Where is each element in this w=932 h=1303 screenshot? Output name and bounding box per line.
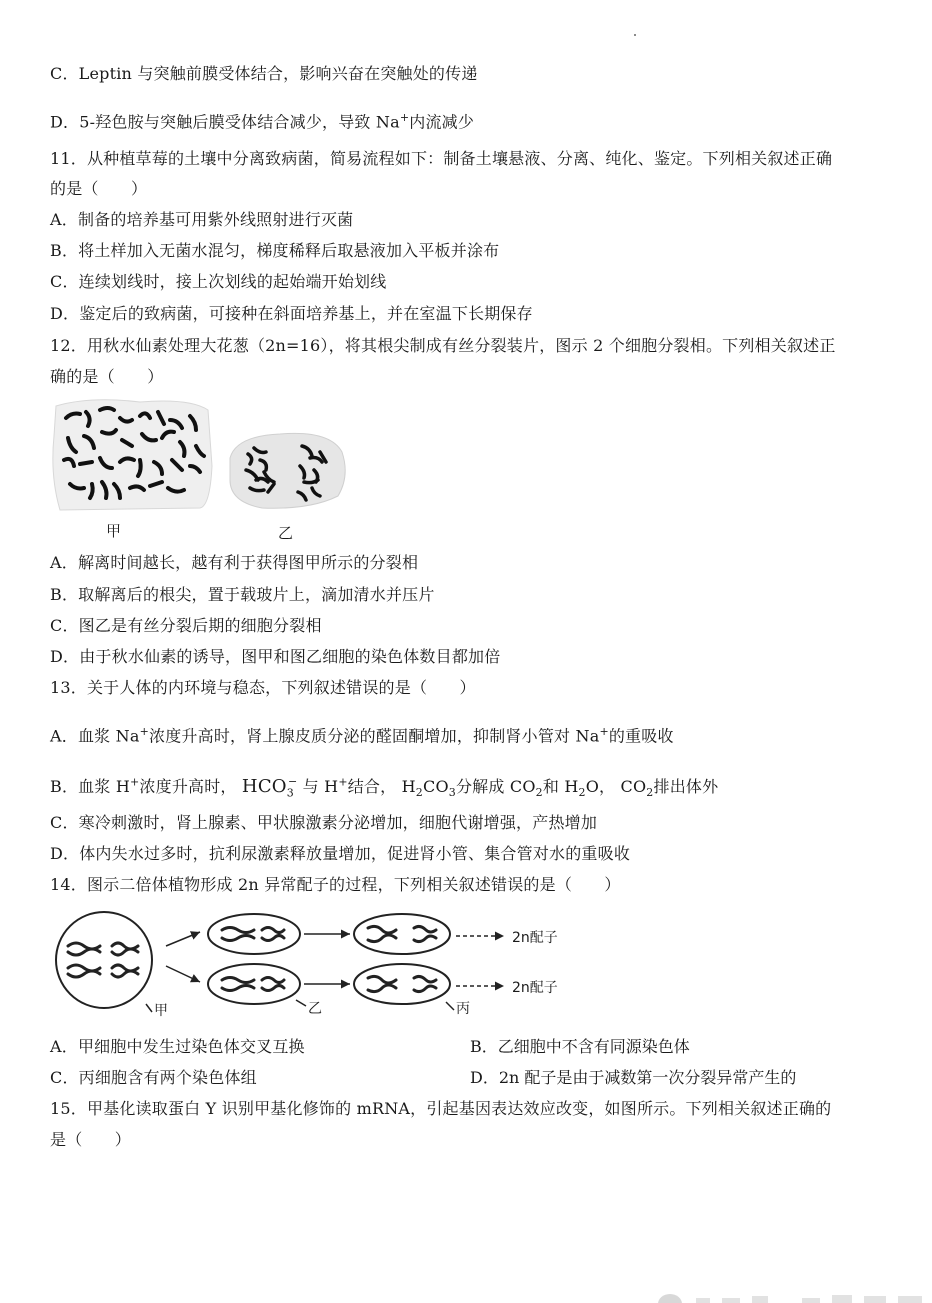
q14-gamete-upper: 2n配子	[512, 930, 558, 946]
cell-jia	[56, 912, 152, 1008]
q14-option-a: A．甲细胞中发生过染色体交叉互换	[50, 1037, 305, 1056]
q14-option-b: B．乙细胞中不含有同源染色体	[470, 1037, 690, 1056]
q12-option-c: C．图乙是有丝分裂后期的细胞分裂相	[50, 616, 322, 635]
q12-option-a: A．解离时间越长，越有利于获得图甲所示的分裂相	[50, 553, 419, 572]
q15-stem-line2: 是（ ）	[50, 1130, 132, 1149]
q14-label-yi: 乙	[308, 1001, 322, 1017]
cell-yi-lower	[208, 964, 300, 1004]
q14-label-jia: 甲	[154, 1003, 168, 1019]
q14-option-d: D．2n 配子是由于减数第一次分裂异常产生的	[470, 1068, 797, 1087]
q12-label-yi: 乙	[278, 524, 294, 542]
q11-option-b: B．将土样加入无菌水混匀，梯度稀释后取悬液加入平板并涂布	[50, 241, 500, 260]
q13-option-d: D．体内失水过多时，抗利尿激素释放量增加，促进肾小管、集合管对水的重吸收	[50, 844, 631, 863]
q13-option-a: A．血浆 Na+浓度升高时，肾上腺皮质分泌的醛固酮增加，抑制肾小管对 Na+的重吸收	[50, 725, 674, 746]
q12-option-d: D．由于秋水仙素的诱导，图甲和图乙细胞的染色体数目都加倍	[50, 647, 501, 666]
q10-option-d: D．5-羟色胺与突触后膜受体结合减少，导致 Na+内流减少	[50, 111, 475, 132]
q11-stem-line1: 11．从种植草莓的土壤中分离致病菌，简易流程如下：制备土壤悬液、分离、纯化、鉴定。下列相关叙述正确	[50, 149, 833, 168]
cell-bing-lower	[354, 964, 450, 1004]
q15-stem-line1: 15．甲基化读取蛋白 Y 识别甲基化修饰的 mRNA，引起基因表达效应改变，如图所示。下列相关叙述正确的	[50, 1099, 832, 1118]
q10-option-c: C．Leptin 与突触前膜受体结合，影响兴奋在突触处的传递	[50, 64, 478, 83]
q12-stem-line1: 12．用秋水仙素处理大花葱（2n=16），将其根尖制成有丝分裂装片，图示 2 个细胞分裂相。下列相关叙述正	[50, 336, 836, 355]
q12-label-jia: 甲	[106, 522, 122, 540]
q12-micrographs	[50, 396, 360, 546]
q11-option-a: A．制备的培养基可用紫外线照射进行灭菌	[50, 210, 354, 229]
q11-stem-line2: 的是（ ）	[50, 179, 148, 198]
q11-option-c: C．连续划线时，接上次划线的起始端开始划线	[50, 272, 387, 291]
q13-option-b: B．血浆 H+浓度升高时， $HCO_3^-$ 与 H+结合， $H_2CO_3$分解成 $CO_2$和 $H_2O$， $CO_2$排出体外	[50, 775, 719, 800]
scan-speck	[634, 34, 636, 36]
q12-option-b: B．取解离后的根尖，置于载玻片上，滴加清水并压片	[50, 585, 435, 604]
q14-gamete-lower: 2n配子	[512, 980, 558, 996]
q12-stem-line2: 确的是（ ）	[50, 367, 164, 386]
q14-figure	[50, 906, 570, 1022]
q12-figure	[50, 396, 360, 546]
cell-yi-upper	[208, 914, 300, 954]
watermark	[652, 1289, 932, 1303]
q14-option-c: C．丙细胞含有两个染色体组	[50, 1068, 257, 1087]
q13-option-c: C．寒冷刺激时，肾上腺素、甲状腺激素分泌增加，细胞代谢增强，产热增加	[50, 813, 598, 832]
q13-stem: 13．关于人体的内环境与稳态，下列叙述错误的是（ ）	[50, 678, 476, 697]
cell-bing-upper	[354, 914, 450, 954]
q14-stem: 14．图示二倍体植物形成 2n 异常配子的过程，下列相关叙述错误的是（ ）	[50, 875, 621, 894]
q14-label-bing: 丙	[456, 1001, 470, 1017]
chromosomes-jia	[68, 943, 138, 977]
q11-option-d: D．鉴定后的致病菌，可接种在斜面培养基上，并在室温下长期保存	[50, 304, 533, 323]
